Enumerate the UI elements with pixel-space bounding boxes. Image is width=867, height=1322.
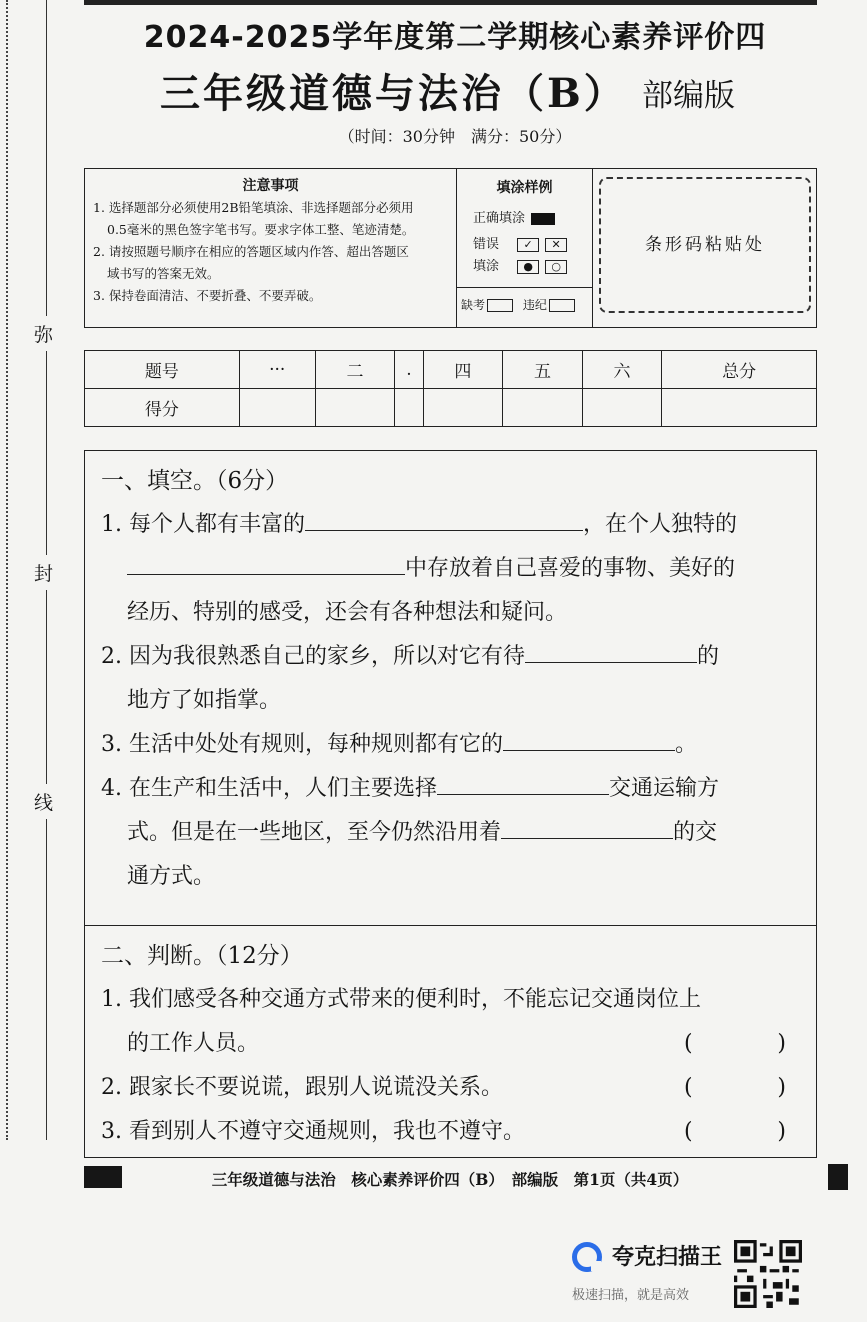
page-footer: 三年级道德与法治 核心素养评价四（B） 部编版 第1页（共4页） [211,1170,689,1189]
wrong-fill-row-1 [473,233,567,252]
question-text: 的交 [673,820,718,845]
dot-mark-icon: ● [517,260,539,274]
question-text: 式。但是在一些地区，至今仍然沿用着 [127,820,502,845]
scanner-tagline: 极速扫描，就是高效 [572,1288,690,1303]
answer-parentheses[interactable] [684,1022,786,1066]
true-false-section [85,925,816,1154]
scanner-app-name: 夸克扫描王 [612,1245,723,1270]
exam-title: 2024-2025学年度第二学期核心素养评价四 [143,20,767,55]
score-table [84,350,817,427]
question-text: 1. 每个人都有丰富的 [101,512,305,537]
paren-open: ( [684,1075,693,1100]
question-text: 。 [675,732,698,757]
absent-violation-row [457,287,592,321]
violation-label: 违纪 [522,298,547,312]
score-column-header: 四 [423,351,503,389]
question-text: 2. 跟家长不要说谎，跟别人说谎没关系。 [101,1075,503,1100]
exam-time-score: （时间：30分钟 满分：50分） [338,127,572,146]
score-cell[interactable] [503,389,583,427]
question-3 [101,723,800,767]
correct-fill-label: 正确填涂 [473,211,526,226]
judge-question-1: 1. 我们感受各种交通方式带来的便利时，不能忘记交通岗位上 [101,987,701,1012]
notice-line: 3. 保持卷面清洁、不要折叠、不要弄破。 [93,288,322,303]
question-text: 的工作人员。 [127,1031,260,1056]
question-2 [101,635,800,679]
score-column-header: . [395,351,423,389]
fill-in-section [85,459,816,899]
notice-heading: 注意事项 [242,178,299,194]
quark-logo-icon [572,1242,602,1272]
score-column-header: ··· [239,351,315,389]
binding-margin [0,0,80,1322]
wrong-fill-label: 填涂 [473,259,500,274]
question-text: 的 [697,644,720,669]
footer-marker-right [828,1164,848,1190]
filled-box-icon [531,213,555,225]
judge-question-1-cont [101,1022,800,1066]
notice-line: 1. 选择题部分必须使用2B铅笔填涂、非选择题部分必须用 [93,200,414,215]
absent-checkbox[interactable] [487,299,513,312]
score-column-header: 六 [582,351,662,389]
score-table-header-row [85,351,817,389]
notice-line: 域书写的答案无效。 [107,266,220,281]
exam-info-box [84,168,817,328]
paren-open: ( [684,1119,693,1144]
footer-marker-left [84,1166,122,1188]
question-1 [101,503,800,547]
top-border-bar [84,0,817,5]
question-text: 交通运输方 [609,776,720,801]
judge-question-2 [101,1066,800,1110]
question-text: 3. 生活中处处有规则，每种规则都有它的 [101,732,503,757]
question-text: 3. 看到别人不遵守交通规则，我也不遵守。 [101,1119,525,1144]
wrong-fill-label: 错误 [473,237,500,252]
question-4-cont [101,811,800,855]
score-cell[interactable] [239,389,315,427]
paren-close: ) [777,1031,786,1056]
score-cell[interactable] [582,389,662,427]
question-1-cont [101,547,800,591]
cross-mark-icon: ✕ [545,238,567,252]
binding-char-feng: 封 [34,555,53,590]
circle-mark-icon: ○ [545,260,567,274]
score-cell[interactable] [315,389,395,427]
question-number-label: 题号 [85,351,240,389]
answer-blank[interactable] [305,505,583,531]
binding-char-mi: 弥 [34,316,53,351]
question-text: ，在个人独特的 [582,512,737,537]
judge-question-3 [101,1110,800,1154]
check-mark-icon: ✓ [517,238,539,252]
notice-panel [85,169,457,327]
answer-parentheses[interactable] [684,1066,786,1110]
score-column-header: 二 [315,351,395,389]
answer-parentheses[interactable] [684,1110,786,1154]
notice-line: 2. 请按照题号顺序在相应的答题区域内作答、超出答题区 [93,244,409,259]
paren-open: ( [684,1031,693,1056]
score-cell[interactable] [662,389,817,427]
question-2-cont: 地方了如指掌。 [127,688,282,713]
questions-area [84,450,817,1158]
question-4-cont: 通方式。 [127,864,216,889]
barcode-area: 条形码粘贴处 [599,177,811,313]
score-column-header: 五 [503,351,583,389]
question-4 [101,767,800,811]
edition-label: 部编版 [642,78,735,114]
score-table-score-row [85,389,817,427]
exam-subject-title: 三年级道德与法治（B） [160,70,627,117]
score-label: 得分 [85,389,240,427]
question-text: 2. 因为我很熟悉自己的家乡，所以对它有待 [101,644,525,669]
absent-label: 缺考 [461,298,486,312]
score-cell[interactable] [423,389,503,427]
binding-dotted-line [6,0,8,1140]
correct-fill-row [473,207,555,226]
section-heading: 一、填空。（6分） [101,468,289,494]
section-heading: 二、判断。（12分） [101,943,303,969]
question-text: 中存放着自己喜爱的事物、美好的 [405,556,736,581]
fill-sample-panel [457,169,593,327]
score-cell[interactable] [395,389,423,427]
score-column-header: 总分 [662,351,817,389]
binding-char-xian: 线 [34,784,53,819]
answer-blank[interactable] [501,813,673,839]
question-1-cont: 经历、特别的感受，还会有各种想法和疑问。 [127,600,568,625]
answer-blank[interactable] [525,637,697,663]
violation-checkbox[interactable] [549,299,575,312]
answer-blank[interactable] [127,549,405,575]
answer-blank[interactable] [503,725,675,751]
paren-close: ) [777,1075,786,1100]
fill-sample-heading: 填涂样例 [496,180,553,196]
wrong-fill-row-2 [473,255,567,274]
paren-close: ) [777,1119,786,1144]
question-text: 4. 在生产和生活中，人们主要选择 [101,776,437,801]
answer-blank[interactable] [437,769,609,795]
notice-line: 0.5毫米的黑色签字笔书写。要求字体工整、笔迹清楚。 [107,222,415,237]
qr-code-icon [734,1240,802,1308]
